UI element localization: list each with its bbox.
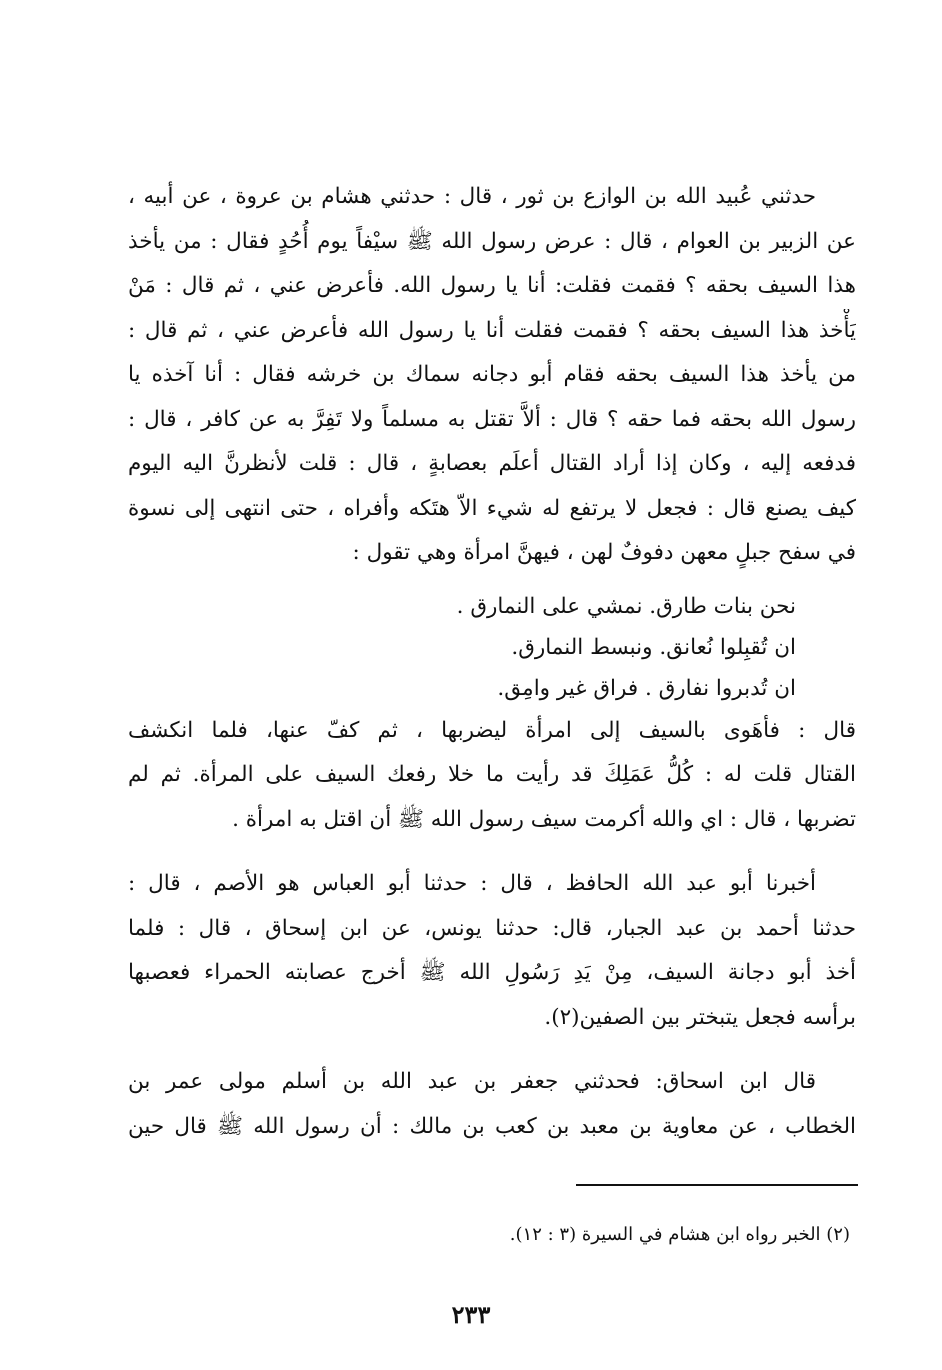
text-line: عن الزبير بن العوام ، قال : عرض رسول الله ﷺ سيْفاً يوم أُحُدٍ فقال : من يأخذ [128, 228, 856, 254]
footnote: (٢) الخبر رواه ابن هشام في السيرة (٣ : ١٢). [509, 1224, 850, 1245]
text-line: قال ابن اسحاق: فحدثني جعفر بن عبد الله بن أسلم مولى عمر بن [128, 1069, 816, 1094]
verse-line: ان تُدبروا نفارق . فراق غير وامِق. [497, 675, 796, 701]
text-line: تضربها ، قال : اي والله أكرمت سيف رسول الله ﷺ أن اقتل به امرأة . [232, 806, 856, 832]
poem-verses [128, 586, 856, 709]
text-line: برأسه فجعل يتبختر بين الصفين(٢). [544, 1004, 856, 1030]
text-line: من يأخذ هذا السيف بحقه فقام أبو دجانه سماك بن خرشه فقال : أنا آخذه يا [128, 362, 856, 387]
text-line: فدفعه إليه ، وكان إذا أراد القتال أعلَم بعصابةٍ ، قال : قلت لأنظرنَّ اليه اليوم [128, 451, 856, 476]
text-line: يَأْخذ هذا السيف بحقه ؟ فقمت فقلت أنا يا رسول الله فأعرض عني ، ثم قال : [128, 317, 856, 343]
text-line: قال : فأهَوى بالسيف إلى امرأة ليضربها ، ثم كفّ عنها، فلما انكشف [128, 717, 856, 743]
verse-line: ان تُقبِلوا نُعانق. ونبسط النمارق. [511, 634, 796, 660]
footnote-divider [576, 1184, 858, 1186]
text-line: الخطاب ، عن معاوية بن معبد بن كعب بن مالك : أن رسول الله ﷺ قال حين [128, 1113, 856, 1139]
text-line: حدثنا أحمد بن عبد الجبار، قال: حدثنا يونس، عن ابن إسحاق ، قال : فلما [128, 915, 856, 941]
text-line: في سفح جبلٍ معهن دفوفٌ لهن ، فيهنَّ امرأة وهي تقول : [352, 540, 856, 565]
text-line: أخذ أبو دجانة السيف، مِنْ يَدِ رَسُولِ الله ﷺ أخرج عصابته الحمراء فعصبها [128, 960, 856, 985]
paragraph-4 [128, 1060, 856, 1149]
text-line: رسول الله بحقه فما حقه ؟ قال : ألاَّ تقتل به مسلماً ولا تَفِرَّ به عن كافر ، قال : [128, 406, 856, 432]
page-number: ٢٣٣ [451, 1300, 491, 1329]
text-line: القتال قلت له : كُلُّ عَمَلِكَ قد رأيت ما خلا رفعك السيف على المرأة. ثم لم [128, 762, 856, 787]
paragraph-3 [128, 862, 856, 1040]
text-line: كيف يصنع قال : فجعل لا يرتفع له شيء الاّ هتَكه وأفراه ، حتى انتهى إلى نسوة [128, 495, 856, 521]
verse-line: نحن بنات طارق. نمشي على النمارق . [456, 593, 796, 619]
text-line: أخبرنا أبو عبد الله الحافظ ، قال : حدثنا أبو العباس هو الأصم ، قال : [128, 871, 816, 896]
main-text [128, 175, 856, 1149]
paragraph-1 [128, 175, 856, 576]
text-line: هذا السيف بحقه ؟ فقمت فقلت: أنا يا رسول الله. فأعرض عني ، ثم قال : مَنْ [128, 273, 856, 298]
text-line: حدثني عُبيد الله بن الوازع بن ثور ، قال : حدثني هشام بن عروة ، عن أبيه ، [128, 184, 816, 209]
paragraph-2 [128, 709, 856, 843]
